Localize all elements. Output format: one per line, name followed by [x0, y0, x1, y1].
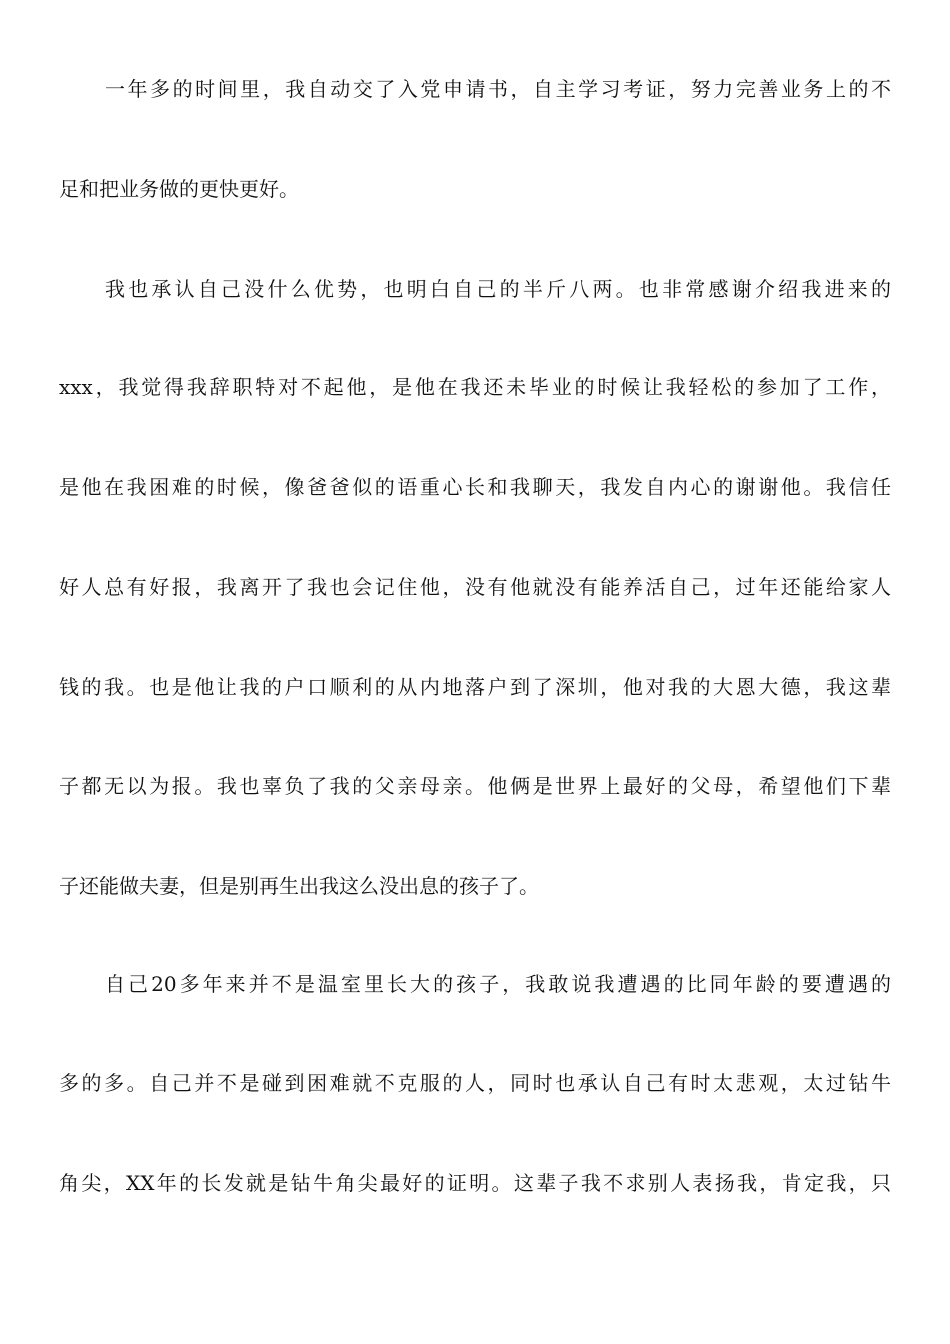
paragraph-2-line-2: xxx，我觉得我辞职特对不起他，是他在我还未毕业的时候让我轻松的参加了工作，	[59, 375, 891, 399]
paragraph-3-line-1: 自己20多年来并不是温室里长大的孩子，我敢说我遭遇的比同年龄的要遭遇的	[105, 972, 891, 996]
paragraph-3-line-3: 角尖，XX年的长发就是钻牛角尖最好的证明。这辈子我不求别人表扬我，肯定我，只	[59, 1171, 891, 1195]
paragraph-2-line-1: 我也承认自己没什么优势，也明白自己的半斤八两。也非常感谢介绍我进来的	[105, 277, 891, 301]
paragraph-1-line-1: 一年多的时间里，我自动交了入党申请书，自主学习考证，努力完善业务上的不	[105, 77, 891, 101]
paragraph-2-line-5: 钱的我。也是他让我的户口顺利的从内地落户到了深圳，他对我的大恩大德，我这辈	[59, 675, 891, 699]
paragraph-2-line-7: 子还能做夫妻，但是别再生出我这么没出息的孩子了。	[59, 874, 539, 898]
paragraph-2-line-4: 好人总有好报，我离开了我也会记住他，没有他就没有能养活自己，过年还能给家人	[59, 575, 891, 599]
paragraph-1-line-2: 足和把业务做的更快更好。	[59, 177, 299, 201]
paragraph-3-line-2: 多的多。自己并不是碰到困难就不克服的人，同时也承认自己有时太悲观，太过钻牛	[59, 1071, 891, 1095]
paragraph-2-line-3: 是他在我困难的时候，像爸爸似的语重心长和我聊天，我发自内心的谢谢他。我信任	[59, 475, 891, 499]
paragraph-2-line-6: 子都无以为报。我也辜负了我的父亲母亲。他俩是世界上最好的父母，希望他们下辈	[59, 774, 891, 798]
